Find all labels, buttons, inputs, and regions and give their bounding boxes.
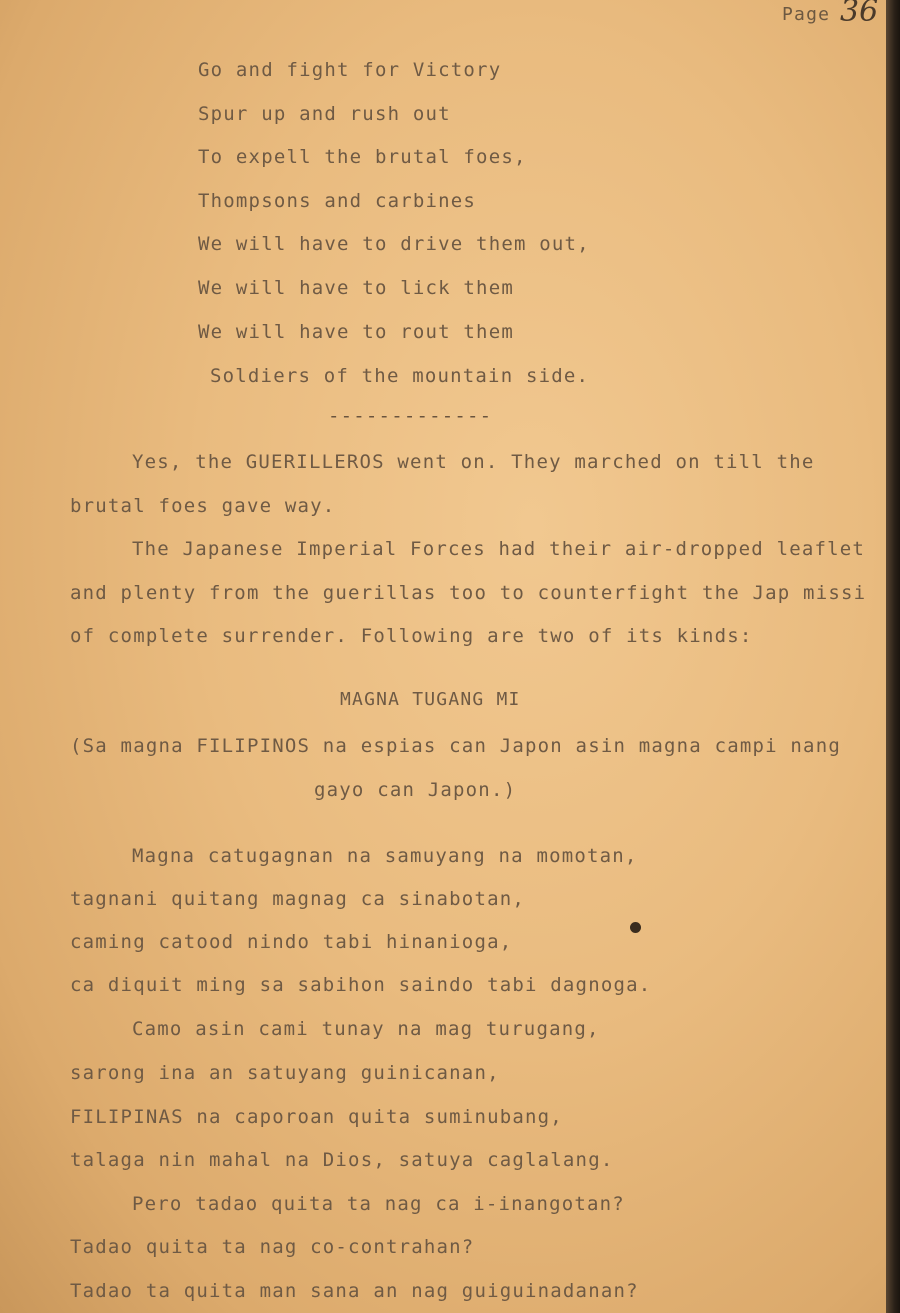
song-line: Soldiers of the mountain side. bbox=[210, 365, 590, 387]
verse-line: Camo asin cami tunay na mag turugang, bbox=[132, 1018, 600, 1040]
leaflet-title: MAGNA TUGANG MI bbox=[340, 689, 521, 710]
page-binding-edge bbox=[886, 0, 900, 1313]
handwritten-page-number: 36 bbox=[840, 0, 879, 29]
song-line: Go and fight for Victory bbox=[198, 59, 502, 81]
verse-line: FILIPINAS na caporoan quita suminubang, bbox=[70, 1106, 563, 1128]
ink-blot bbox=[630, 922, 641, 933]
narrative-line: and plenty from the guerillas too to counterfight the Jap missi bbox=[70, 582, 867, 604]
song-line: Thompsons and carbines bbox=[198, 190, 477, 212]
narrative-line: The Japanese Imperial Forces had their air-dropped leaflet bbox=[132, 538, 866, 560]
verse-line: caming catood nindo tabi hinanioga, bbox=[70, 931, 513, 953]
narrative-line: brutal foes gave way. bbox=[70, 495, 336, 517]
verse-line: tagnani quitang magnag ca sinabotan, bbox=[70, 888, 526, 910]
leaflet-subtitle: (Sa magna FILIPINOS na espias can Japon asin magna campi nang bbox=[70, 735, 841, 757]
narrative-line: Yes, the GUERILLEROS went on. They marched on till the bbox=[132, 451, 815, 473]
verse-line: Pero tadao quita ta nag ca i-inangotan? bbox=[132, 1193, 625, 1215]
verse-line: talaga nin mahal na Dios, satuya caglalang. bbox=[70, 1149, 614, 1171]
verse-line: Magna catugagnan na samuyang na momotan, bbox=[132, 845, 638, 867]
verse-line: sarong ina an satuyang guinicanan, bbox=[70, 1062, 500, 1084]
song-line: Spur up and rush out bbox=[198, 103, 451, 125]
verse-line: Tadao ta quita man sana an nag guiguinadanan? bbox=[70, 1280, 639, 1302]
song-line: We will have to rout them bbox=[198, 321, 514, 343]
page-label: Page bbox=[782, 4, 831, 25]
verse-line: ca diquit ming sa sabihon saindo tabi dagnoga. bbox=[70, 974, 652, 996]
leaflet-subtitle: gayo can Japon.) bbox=[314, 779, 517, 801]
song-line: To expell the brutal foes, bbox=[198, 146, 527, 168]
narrative-line: of complete surrender. Following are two of its kinds: bbox=[70, 625, 753, 647]
verse-line: Tadao quita ta nag co-contrahan? bbox=[70, 1236, 475, 1258]
song-line: We will have to drive them out, bbox=[198, 233, 590, 255]
section-divider: ------------- bbox=[328, 405, 493, 427]
song-line: We will have to lick them bbox=[198, 277, 514, 299]
